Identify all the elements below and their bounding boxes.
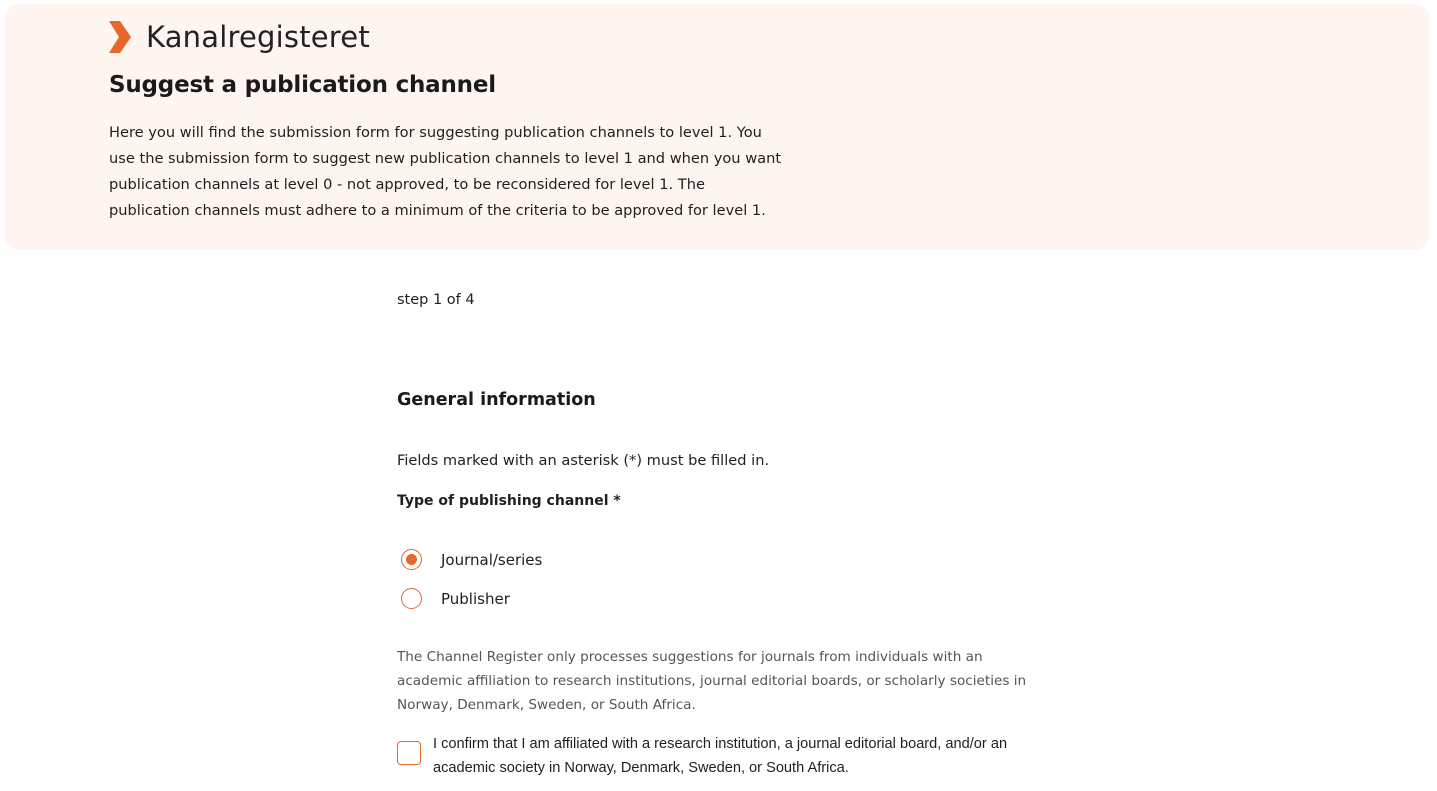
channel-type-label: Type of publishing channel * bbox=[397, 493, 621, 509]
affiliation-confirm[interactable] bbox=[397, 732, 1053, 780]
affiliation-confirm-label[interactable]: I confirm that I am affiliated with a research institution, a journal editorial board, and/or an academic society in Norway, Denmark, Sweden, or South Africa. bbox=[433, 736, 1008, 776]
page-header bbox=[5, 4, 1429, 250]
radio-label-journal-series[interactable]: Journal/series bbox=[441, 550, 543, 569]
radio-selected-dot-icon bbox=[406, 554, 417, 565]
brand[interactable] bbox=[109, 18, 370, 56]
page-intro: Here you will find the submission form for suggesting publication channels to level 1. You use the submission form to suggest new publication channels to level 1 and when you want publication channels at level 0 - not approved, to be reconsidered for level 1. The publication channels must adhere to a minimum of the criteria to be approved for level 1. bbox=[109, 124, 782, 219]
affiliation-confirm-checkbox[interactable] bbox=[397, 741, 421, 765]
page-title: Suggest a publication channel bbox=[109, 72, 496, 98]
section-title: General information bbox=[397, 390, 596, 410]
radio-button-publisher[interactable] bbox=[401, 588, 422, 609]
radio-label-publisher[interactable]: Publisher bbox=[441, 589, 510, 608]
radio-option-publisher[interactable] bbox=[401, 588, 510, 609]
radio-button-journal-series[interactable] bbox=[401, 549, 422, 570]
brand-name: Kanalregisteret bbox=[146, 20, 370, 54]
radio-option-journal-series[interactable] bbox=[401, 549, 542, 570]
required-fields-note: Fields marked with an asterisk (*) must be filled in. bbox=[397, 452, 770, 469]
step-indicator: step 1 of 4 bbox=[397, 292, 475, 308]
chevron-right-logo-icon bbox=[109, 21, 131, 53]
eligibility-info: The Channel Register only processes suggestions for journals from individuals with an academic affiliation to research institutions, journal editorial boards, or scholarly societies in Norway, Denmark, Sweden, or South Africa. bbox=[397, 649, 1027, 713]
